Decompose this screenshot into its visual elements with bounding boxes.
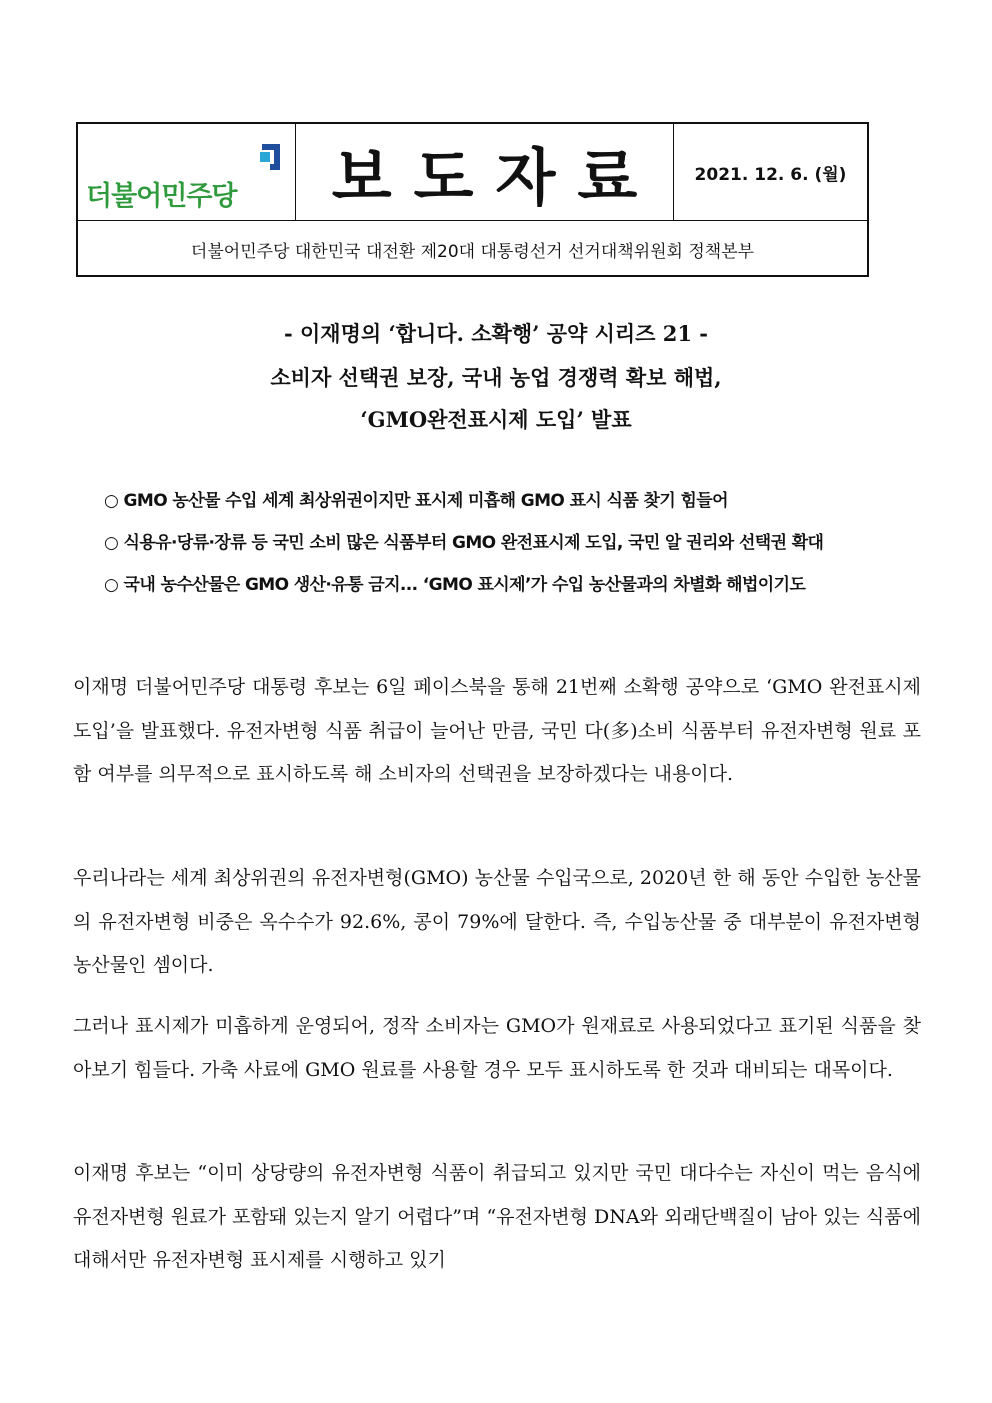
headline-main: 소비자 선택권 보장, 국내 농업 경쟁력 확보 해법, (270, 365, 722, 390)
party-logo-icon (256, 142, 284, 176)
summary-bullets (104, 486, 934, 612)
header-row-top (78, 124, 867, 221)
header-table (76, 122, 869, 277)
body-paragraph-3: 그러나 표시제가 미흡하게 운영되어, 정작 소비자는 GMO가 원재료로 사용되었다고 표기된 식품을 찾아보기 힘들다. 가축 사료에 GMO 원료를 사용할 경우 모두 표시하도록 한 것과 대비되는 대목이다. (73, 1015, 921, 1081)
body-paragraph-4: 이재명 후보는 “이미 상당량의 유전자변형 식품이 취급되고 있지만 국민 대다수는 자신이 먹는 음식에 유전자변형 원료가 포함돼 있는지 알기 어렵다”며 “유전자변형 DNA와 외래단백질이 남아 있는 식품에 대해서만 유전자변형 표시제를 시행하고 있기 (73, 1162, 921, 1271)
date-cell (674, 124, 867, 220)
document-title: 보도자료 (331, 140, 660, 214)
summary-bullet-1: ○ GMO 농산물 수입 세계 최상위권이지만 표시제 미흡해 GMO 표시 식품 찾기 힘들어 (104, 491, 728, 511)
body-paragraph-2: 우리나라는 세계 최상위권의 유전자변형(GMO) 농산물 수입국으로, 2020년 한 해 동안 수입한 농산물의 유전자변형 비중은 옥수수가 92.6%, 콩이 79%에 달한다. 즉, 수입농산물 중 대부분이 유전자변형 농산물인 셈이다. (73, 867, 921, 976)
release-date: 2021. 12. 6. (월) (694, 164, 847, 185)
summary-bullet-2: ○ 식용유·당류·장류 등 국민 소비 많은 식품부터 GMO 완전표시제 도입, 국민 알 권리와 선택권 확대 (104, 533, 824, 553)
headline-series: - 이재명의 ‘합니다. 소확행’ 공약 시리즈 21 - (283, 321, 709, 346)
logo-cell (78, 124, 296, 220)
department-name: 더불어민주당 대한민국 대전환 제20대 대통령선거 선거대책위원회 정책본부 (190, 241, 755, 262)
party-logo-text: 더불어민주당 (86, 181, 237, 212)
title-cell (296, 124, 674, 220)
body-paragraph-1: 이재명 더불어민주당 대통령 후보는 6일 페이스북을 통해 21번째 소확행 공약으로 ‘GMO 완전표시제 도입’을 발표했다. 유전자변형 식품 취급이 늘어난 만큼, 국민 다(多)소비 식품부터 유전자변형 원료 포함 여부를 의무적으로 표시하도록 해 소비자의 선택권을 보장하겠다는 내용이다. (73, 676, 921, 785)
headline-sub: ‘GMO완전표시제 도입’ 발표 (360, 407, 632, 432)
summary-bullet-3: ○ 국내 농수산물은 GMO 생산·유통 금지... ‘GMO 표시제’가 수입 농산물과의 차별화 해법이기도 (104, 575, 806, 595)
department-row (78, 221, 867, 277)
